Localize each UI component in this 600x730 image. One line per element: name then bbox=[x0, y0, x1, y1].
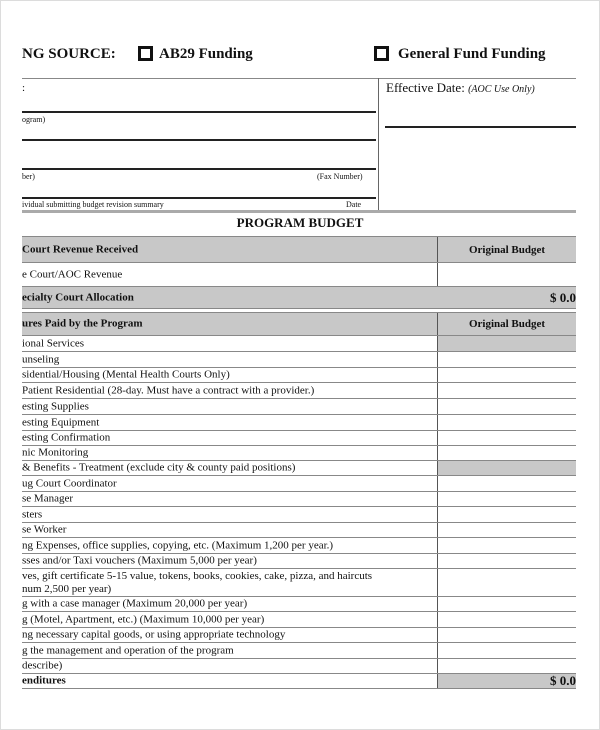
row-label bbox=[22, 432, 110, 445]
table-row bbox=[22, 383, 576, 399]
allocation-value: $ 0.0 bbox=[550, 289, 576, 305]
row-label-text: ves, gift certificate 5-15 value, tokens, books, cookies, cake, pizza, and haircuts bbox=[22, 569, 373, 582]
budget-input-cell[interactable] bbox=[437, 492, 576, 506]
divider bbox=[22, 78, 576, 79]
revenue-col-header bbox=[437, 237, 576, 262]
row-label bbox=[22, 524, 66, 537]
budget-input-cell bbox=[437, 336, 576, 351]
row-label-text: g (Motel, Apartment, etc.) (Maximum 10,000 per year) bbox=[22, 613, 265, 625]
budget-input-cell[interactable] bbox=[437, 628, 576, 642]
table-row bbox=[22, 597, 576, 612]
budget-input-cell[interactable] bbox=[437, 507, 576, 522]
row-label-text: nic Monitoring bbox=[22, 446, 89, 459]
program-field-line[interactable] bbox=[22, 139, 376, 141]
total-value: $ 0.0 bbox=[550, 673, 576, 688]
original-budget-header: Original Budget bbox=[468, 243, 546, 256]
expenses-col-header bbox=[437, 313, 576, 335]
signature-field-line[interactable] bbox=[22, 197, 376, 199]
budget-input-cell[interactable] bbox=[437, 643, 576, 658]
table-row bbox=[22, 569, 576, 597]
row-label bbox=[22, 493, 73, 506]
table-row bbox=[22, 352, 576, 368]
row-label-text: ug Court Coordinator bbox=[22, 477, 117, 489]
row-label bbox=[22, 416, 99, 429]
budget-input-cell[interactable] bbox=[437, 368, 576, 382]
name-field-line[interactable] bbox=[22, 111, 376, 113]
table-row bbox=[22, 523, 576, 538]
row-label-text: unseling bbox=[22, 353, 60, 365]
effective-date-label bbox=[386, 80, 535, 96]
row-label bbox=[22, 477, 117, 490]
table-row bbox=[22, 431, 576, 446]
field-label: : bbox=[22, 82, 26, 94]
row-label-text: describe) bbox=[22, 659, 63, 672]
effective-date-field-line[interactable] bbox=[385, 126, 576, 128]
row-label bbox=[22, 660, 62, 673]
ab29-checkbox[interactable] bbox=[138, 46, 153, 61]
program-budget-title: PROGRAM BUDGET bbox=[236, 215, 364, 230]
row-label bbox=[22, 644, 234, 657]
budget-input-cell[interactable] bbox=[437, 659, 576, 673]
row-label-text: sters bbox=[22, 508, 43, 520]
budget-input-cell[interactable] bbox=[437, 352, 576, 367]
row-label bbox=[22, 570, 372, 596]
row-label-text: ng necessary capital goods, or using appropriate technology bbox=[22, 628, 286, 641]
row-label bbox=[22, 598, 247, 611]
row-label-text: se Manager bbox=[22, 492, 74, 505]
row-label-text: num 2,500 per year) bbox=[22, 582, 112, 595]
budget-input-cell[interactable] bbox=[437, 538, 576, 553]
original-budget-header: Original Budget bbox=[468, 318, 546, 330]
program-label: ogram) bbox=[22, 115, 46, 124]
table-row bbox=[22, 446, 576, 461]
budget-input-cell[interactable] bbox=[437, 476, 576, 491]
row-label-text: sses and/or Taxi vouchers (Maximum 5,000 per year) bbox=[22, 554, 257, 567]
row-label-text: se Worker bbox=[22, 523, 67, 536]
table-row bbox=[22, 507, 576, 523]
revenue-input-cell[interactable] bbox=[437, 263, 576, 286]
table-row bbox=[22, 461, 576, 476]
row-label-text: esting Equipment bbox=[22, 416, 100, 428]
table-row bbox=[22, 492, 576, 507]
effective-date-text: Effective Date: bbox=[386, 80, 465, 95]
table-row bbox=[22, 399, 576, 415]
revenue-header: Court Revenue Received bbox=[22, 243, 139, 255]
row-label-text: esting Confirmation bbox=[22, 431, 111, 444]
row-label-text: g the management and operation of the program bbox=[22, 644, 234, 656]
table-row bbox=[22, 659, 576, 674]
expenses-header-row bbox=[22, 312, 576, 336]
row-label bbox=[22, 555, 257, 568]
budget-input-cell[interactable] bbox=[437, 569, 576, 596]
revenue-row bbox=[22, 263, 576, 287]
row-label-text: & Benefits - Treatment (exclude city & county paid positions) bbox=[22, 461, 296, 474]
table-row bbox=[22, 674, 576, 689]
budget-input-cell[interactable] bbox=[437, 383, 576, 398]
row-label-text: ional Services bbox=[22, 337, 85, 349]
budget-input-cell[interactable] bbox=[437, 446, 576, 460]
table-row bbox=[22, 643, 576, 659]
row-label bbox=[22, 629, 285, 642]
budget-input-cell[interactable] bbox=[437, 597, 576, 611]
row-label bbox=[22, 353, 59, 366]
general-fund-label: General Fund Funding bbox=[398, 46, 546, 62]
ab29-label: AB29 Funding bbox=[159, 46, 253, 62]
table-row bbox=[22, 368, 576, 383]
row-label bbox=[22, 384, 314, 397]
budget-input-cell[interactable] bbox=[437, 612, 576, 627]
phone-field-line[interactable] bbox=[22, 168, 376, 170]
allocation-label: ecialty Court Allocation bbox=[22, 291, 134, 303]
table-row bbox=[22, 554, 576, 569]
funding-source-label: NG SOURCE: bbox=[22, 46, 116, 62]
row-label bbox=[22, 613, 264, 626]
table-row bbox=[22, 336, 576, 352]
effective-date-note: (AOC Use Only) bbox=[468, 84, 535, 95]
row-label bbox=[22, 675, 66, 688]
budget-input-cell[interactable] bbox=[437, 431, 576, 445]
expenses-header: ures Paid by the Program bbox=[22, 317, 143, 330]
row-label-text: g with a case manager (Maximum 20,000 per year) bbox=[22, 597, 248, 610]
table-row bbox=[22, 415, 576, 431]
budget-input-cell bbox=[437, 674, 576, 688]
table-row bbox=[22, 538, 576, 554]
general-fund-checkbox[interactable] bbox=[374, 46, 389, 61]
row-label bbox=[22, 369, 230, 382]
row-label-text: ng Expenses, office supplies, copying, etc. (Maximum 1,200 per year.) bbox=[22, 539, 334, 551]
divider bbox=[22, 210, 576, 213]
row-label-text: Patient Residential (28-day. Must have a contract with a provider.) bbox=[22, 384, 315, 396]
row-label-text: enditures bbox=[22, 674, 66, 687]
fax-label: (Fax Number) bbox=[317, 172, 363, 181]
date-label: Date bbox=[346, 200, 362, 209]
table-row bbox=[22, 628, 576, 643]
budget-input-cell[interactable] bbox=[437, 554, 576, 568]
revenue-row-label: e Court/AOC Revenue bbox=[22, 268, 123, 280]
table-row bbox=[22, 612, 576, 628]
row-label bbox=[22, 539, 333, 552]
phone-label: ber) bbox=[22, 172, 35, 181]
row-label bbox=[22, 508, 42, 521]
allocation-row bbox=[22, 287, 576, 309]
revenue-header-row bbox=[22, 236, 576, 263]
row-label bbox=[22, 447, 88, 460]
row-label-text: esting Supplies bbox=[22, 400, 89, 412]
budget-input-cell bbox=[437, 461, 576, 475]
divider bbox=[378, 78, 379, 211]
row-label bbox=[22, 400, 89, 413]
budget-input-cell[interactable] bbox=[437, 523, 576, 537]
budget-input-cell[interactable] bbox=[437, 399, 576, 414]
table-row bbox=[22, 476, 576, 492]
budget-input-cell[interactable] bbox=[437, 415, 576, 430]
row-label bbox=[22, 337, 84, 350]
row-label bbox=[22, 462, 295, 475]
row-label-text: sidential/Housing (Mental Health Courts Only) bbox=[22, 368, 230, 381]
signature-label: ividual submitting budget revision summary bbox=[22, 200, 164, 209]
